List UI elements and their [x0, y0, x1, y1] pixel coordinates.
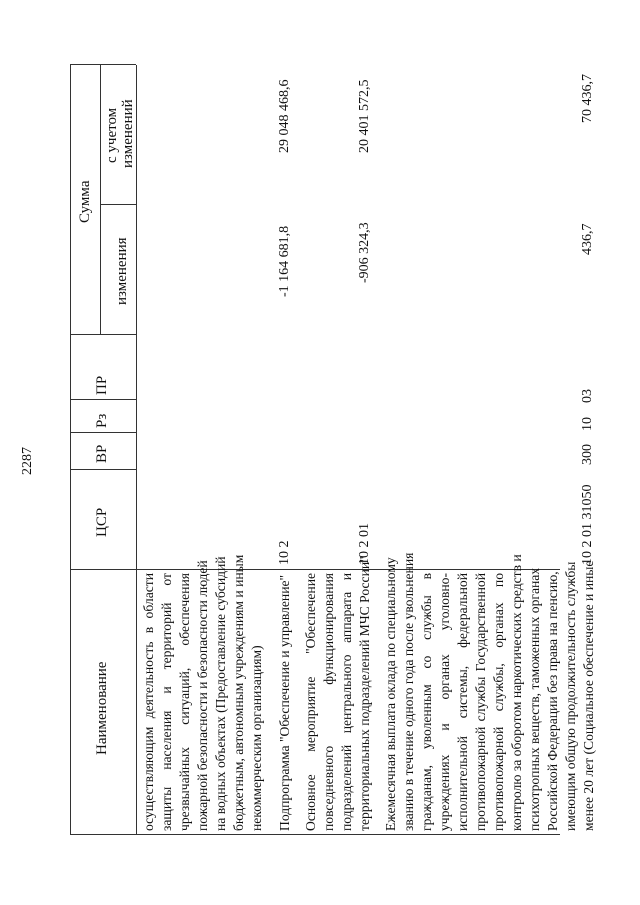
header-rz: Рз	[94, 413, 110, 428]
row3-name-line: повседневного функционирования	[321, 573, 336, 831]
row4-name-line: исполнительной системы, федеральной	[455, 573, 470, 831]
row4-name-line: противопожарной службы, органах по	[491, 573, 506, 831]
row4-name-line: психотропных веществ, таможенных органах	[527, 567, 542, 831]
row1-name-line: бюджетным, автономным учреждениям и иным	[231, 554, 246, 831]
row2-total: 29 048 468,6	[277, 79, 292, 153]
row4-name-line: званию в течение одного года после увольнения	[401, 552, 416, 831]
table-top-border	[70, 65, 71, 835]
row4-name-line: контролю за оборотом наркотических средств и	[509, 554, 524, 831]
row3-name-line: территориальных подразделений МЧС России"	[357, 556, 372, 831]
col-border-name	[70, 569, 560, 570]
row1-name-line: защиты населения и территорий от	[159, 573, 174, 831]
summa-split-border	[100, 65, 101, 335]
rotated-table-page	[20, 65, 596, 835]
table-left-border	[70, 834, 560, 835]
page-number: 2287	[20, 447, 35, 475]
header-with-changes-2: изменений	[120, 99, 136, 168]
col-border-pr	[70, 334, 136, 335]
row2-name-line: Подпрограмма "Обеспечение и управление"	[277, 574, 292, 831]
row1-name-line: некоммерческим организациям)	[249, 645, 264, 831]
row3-name-line: подразделений центрального аппарата и	[339, 573, 354, 831]
row1-name-line: осуществляющим деятельность в области	[141, 573, 156, 831]
header-name: Наименование	[94, 661, 110, 755]
header-changes: изменения	[114, 237, 130, 305]
row3-change: -906 324,3	[357, 222, 372, 283]
col-border-rz	[70, 399, 136, 400]
row2-change: -1 164 681,8	[277, 225, 292, 297]
col-border-change	[100, 204, 136, 205]
row4-total: 70 436,7	[580, 74, 595, 123]
row4-name-line: Российской Федерации без права на пенсию,	[545, 571, 560, 831]
row1-name-line: на водных объектах (Предоставление субсидий	[213, 556, 228, 831]
header-pr: ПР	[94, 375, 110, 395]
row4-vr: 300	[580, 444, 595, 465]
row4-name-line: менее 20 лет (Социальное обеспечение и иные	[581, 560, 596, 831]
row3-csr: 10 2 01	[357, 523, 372, 565]
header-vr: ВР	[94, 444, 110, 463]
row4-csr: 10 2 01 31050	[580, 484, 595, 565]
header-summa: Сумма	[77, 180, 93, 223]
row4-name-line: Ежемесячная выплата оклада по специальному	[383, 557, 398, 831]
row4-rz: 10	[580, 417, 595, 431]
row4-pr: 03	[580, 389, 595, 403]
row2-csr: 10 2	[277, 540, 292, 565]
row3-name-line: Основное мероприятие "Обеспечение	[303, 573, 318, 831]
row4-name-line: имеющим общую продолжительность службы	[563, 561, 578, 831]
col-border-vr	[70, 432, 136, 433]
row1-name-line: пожарной безопасности и безопасности людей	[195, 560, 210, 831]
row4-name-line: противопожарной службы Государственной	[473, 573, 488, 831]
table-right-border	[70, 64, 136, 65]
header-csr: ЦСР	[94, 507, 110, 537]
header-with-changes-1: с учетом	[104, 107, 120, 163]
header-bottom-border	[136, 65, 137, 835]
row4-name-line: гражданам, уволенным со службы в	[419, 573, 434, 831]
row1-name-line: чрезвычайных ситуаций, обеспечения	[177, 573, 192, 831]
row3-total: 20 401 572,5	[357, 79, 372, 153]
col-border-csr	[70, 469, 136, 470]
row4-change: 436,7	[580, 223, 595, 255]
row4-name-line: учреждениях и органах уголовно-	[437, 573, 452, 831]
